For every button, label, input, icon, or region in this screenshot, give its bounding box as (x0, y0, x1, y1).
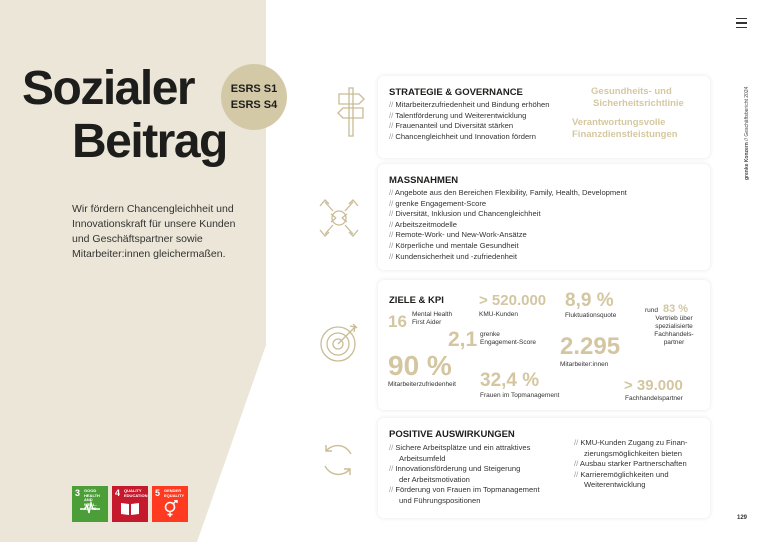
esrs-s4: ESRS S4 (230, 99, 278, 111)
intro-text: Wir fördern Chancengleichheit und Innovationskraft für unsere Kunden und Geschäftspartner sowie Mitarbeiter:innen gleichermaßen. (72, 203, 236, 260)
kpi-label-line: Engagement-Score (480, 339, 537, 346)
list-item-cont: der Arbeitsmotivation (399, 474, 470, 484)
list-item: // Arbeitszeitmodelle (389, 220, 627, 231)
sdg-3-label: GOOD HEALTH AND WELL-BEING (84, 488, 100, 511)
list-item: // Mitarbeiterzufriedenheit und Bindung erhöhen (389, 100, 549, 111)
page-number: 129 (737, 515, 748, 521)
title-line-2: Beitrag (72, 115, 227, 168)
list-item: // Förderung von Frauen im Topmanagement (389, 485, 540, 496)
side-report: Geschäftsbericht 2024 (744, 86, 750, 137)
list-item: // Talentförderung und Weiterentwicklung (389, 111, 549, 122)
cycle-arrows-icon (318, 440, 358, 480)
sdg-5-label: GENDER EQUALITY (164, 488, 185, 498)
strategy-list (389, 100, 549, 142)
kpi-label-line: spezialisierte (655, 323, 693, 330)
kpi-sales-label (645, 315, 703, 347)
esrs-s1: ESRS S1 (230, 83, 278, 95)
policy-1-line-1: Gesundheits- und (591, 86, 672, 97)
sdg-3-number: 3 (75, 488, 81, 498)
kpi-label-line: Fachhandels- (654, 331, 694, 338)
list-item-cont: Weiterentwicklung (584, 480, 646, 490)
impact-right-list (574, 438, 688, 491)
kpi-employees-value: 2.295 (560, 333, 621, 360)
joined-hands-icon (317, 196, 361, 240)
kpi-sme-customers-label: KMU-Kunden (479, 311, 519, 318)
side-running-title (744, 87, 750, 180)
menu-icon[interactable] (736, 18, 747, 31)
kpi-engagement-label (480, 331, 536, 347)
kpi-mental-health-label (412, 311, 452, 327)
kpi-label-line: Mental Health (412, 311, 453, 318)
strategy-card (378, 76, 710, 158)
measures-list (389, 188, 627, 262)
book-icon (118, 500, 142, 516)
policy-1-line-2: Sicherheitsrichtlinie (593, 98, 684, 109)
kpi-sme-customers-value: > 520.000 (479, 292, 547, 309)
side-brand: grenke Konzern (744, 142, 750, 180)
esrs-badge (221, 64, 287, 130)
kpi-turnover-label: Fluktuationsquote (565, 312, 617, 319)
list-item: // Körperliche und mentale Gesundheit (389, 241, 627, 252)
list-item: // Frauenanteil und Diversität stärken (389, 121, 549, 132)
list-item: // Chancengleichheit und Innovation fördern (389, 132, 549, 143)
list-item: // Kundensicherheit und -zufriedenheit (389, 252, 627, 263)
policy-2-line-2: Finanzdienstleistungen (572, 129, 678, 140)
kpi-sales-prefix: rund (645, 307, 659, 314)
heartbeat-icon (78, 500, 102, 516)
goals-kpi-card (378, 280, 710, 410)
list-item: // Diversität, Inklusion und Chancengleichheit (389, 209, 627, 220)
kpi-label-line: partner (663, 339, 685, 346)
kpi-satisfaction-label: Mitarbeiterzufriedenheit (388, 381, 456, 388)
policy-2-line-1: Verantwortungsvolle (572, 117, 666, 128)
strategy-heading: STRATEGIE & GOVERNANCE (389, 87, 523, 98)
kpi-women-top-label: Frauen im Topmanagement (480, 392, 560, 399)
sdg-3-tile (72, 486, 108, 522)
title-line-1: Sozialer (22, 62, 195, 115)
kpi-satisfaction-value: 90 % (388, 350, 452, 381)
list-item: // Ausbau starker Partnerschaften (574, 459, 688, 470)
kpi-mental-health-value: 16 (388, 312, 407, 331)
sdg-5-number: 5 (155, 488, 161, 498)
sdg-4-label: QUALITY EDUCATION (124, 488, 148, 498)
kpi-employees-label: Mitarbeiter:innen (560, 361, 609, 368)
measures-card (378, 164, 710, 270)
list-item: // Sichere Arbeitsplätze und ein attraktives (389, 443, 540, 454)
target-icon (318, 320, 362, 364)
list-item: // Innovationsförderung und Steigerung (389, 464, 540, 475)
gender-equality-icon (158, 500, 182, 518)
list-item-cont: Arbeitsumfeld (399, 453, 446, 463)
kpi-label-line: grenke (480, 331, 500, 338)
impact-left-list (389, 443, 540, 507)
list-item: // grenke Engagement-Score (389, 199, 627, 210)
sdg-5-tile (152, 486, 188, 522)
side-separator: // (744, 138, 750, 141)
impact-heading: POSITIVE AUSWIRKUNGEN (389, 429, 515, 440)
kpi-label-line: Vertrieb über (655, 315, 693, 322)
page-title (22, 62, 227, 168)
sdg-4-tile (112, 486, 148, 522)
list-item: // Angebote aus den Bereichen Flexibility, Family, Health, Development (389, 188, 627, 199)
kpi-women-top-value: 32,4 % (480, 370, 540, 391)
policy-health-safety (579, 86, 684, 110)
policy-responsible-finance (572, 117, 678, 141)
kpi-partners-label: Fachhandelspartner (625, 395, 683, 402)
list-item: // Remote-Work- und New-Work-Ansätze (389, 230, 627, 241)
list-item-cont: und Führungspositionen (399, 495, 481, 505)
kpi-sales-value: 83 % (663, 303, 689, 315)
signpost-icon (333, 86, 369, 138)
list-item-cont: zierungsmöglichkeiten bieten (584, 448, 682, 458)
goals-heading: ZIELE & KPI (389, 295, 444, 306)
kpi-label-line: First Aider (412, 319, 442, 326)
sdg-4-number: 4 (115, 488, 121, 498)
kpi-engagement-value: 2,1 (448, 328, 478, 351)
measures-heading: MASSNAHMEN (389, 175, 459, 186)
impact-card (378, 418, 710, 518)
kpi-turnover-value: 8,9 % (565, 290, 614, 311)
kpi-partners-value: > 39.000 (624, 377, 683, 394)
list-item: // Karrieremöglichkeiten und (574, 470, 688, 481)
list-item: // KMU-Kunden Zugang zu Finan- (574, 438, 688, 449)
